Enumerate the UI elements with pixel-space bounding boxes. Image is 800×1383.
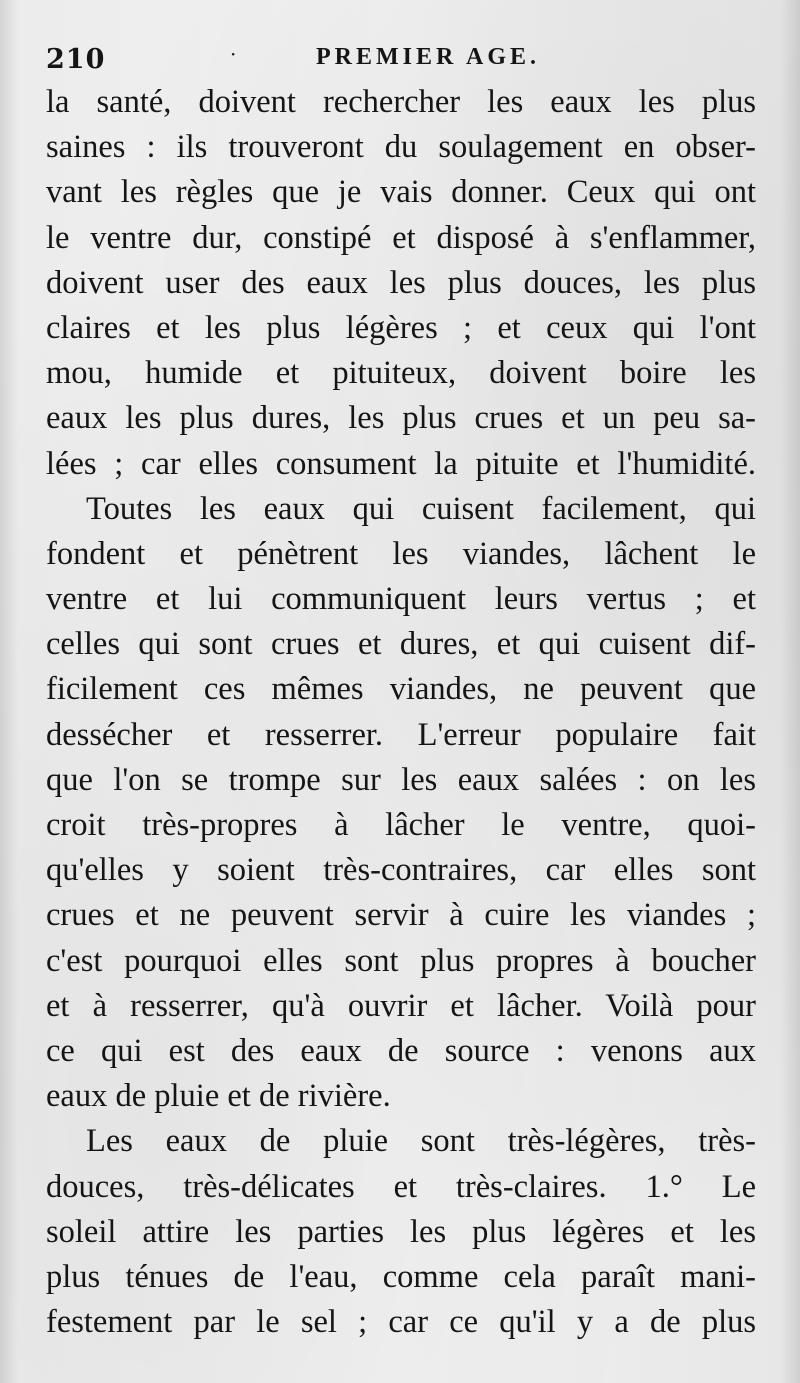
text-line: et à resserrer, qu'à ouvrir et lâcher. Voilà pour — [46, 987, 756, 1024]
text-line: dessécher et resserrer. L'erreur populaire fait — [46, 716, 756, 753]
paragraph-end-line: eaux de pluie et de rivière. — [46, 1078, 391, 1115]
header-dot: · — [230, 42, 237, 66]
paragraph-start-line: Toutes les eaux qui cuisent facilement, qui — [86, 490, 756, 527]
text-line: crues et ne peuvent servir à cuire les viandes ; — [46, 897, 756, 934]
running-head — [44, 38, 756, 78]
text-line: croit très-propres à lâcher le ventre, quoi- — [46, 807, 756, 843]
text-line: mou, humide et pituiteux, doivent boire les — [46, 355, 756, 392]
text-line: eaux les plus dures, les plus crues et un peu sa- — [46, 400, 756, 437]
text-line: soleil attire les parties les plus légères et les — [46, 1213, 756, 1250]
text-line: claires et les plus légères ; et ceux qui l'ont — [46, 309, 756, 346]
text-line: qu'elles y soient très-contraires, car elles sont — [46, 852, 756, 889]
text-line: ce qui est des eaux de source : venons aux — [46, 1032, 756, 1069]
page-number: 210 — [46, 44, 106, 75]
text-line: le ventre dur, constipé et disposé à s'enflammer, — [46, 219, 756, 256]
text-line: doivent user des eaux les plus douces, les plus — [46, 264, 756, 301]
text-line: ficilement ces mêmes viandes, ne peuvent que — [46, 671, 756, 708]
text-line: ventre et lui communiquent leurs vertus ; et — [46, 581, 756, 618]
text-line: festement par le sel ; car ce qu'il y a de plus — [46, 1304, 756, 1341]
text-line: vant les règles que je vais donner. Ceux qui ont — [46, 174, 756, 211]
text-line: la santé, doivent rechercher les eaux les plus — [46, 84, 756, 120]
paragraph-start-line: Les eaux de pluie sont très-légères, très- — [86, 1123, 756, 1160]
text-line: plus ténues de l'eau, comme cela paraît mani- — [46, 1258, 756, 1295]
running-title: PREMIER AGE. — [316, 44, 541, 70]
text-line: saines : ils trouveront du soulagement en obser- — [46, 129, 756, 166]
text-line: fondent et pénètrent les viandes, lâchent le — [46, 535, 756, 572]
text-line: celles qui sont crues et dures, et qui cuisent dif- — [46, 626, 756, 663]
text-line: lées ; car elles consument la pituite et l'humidité. — [46, 445, 756, 482]
body-text — [46, 80, 756, 1345]
text-line: douces, très-délicates et très-claires. 1.° Le — [46, 1168, 756, 1205]
text-line: c'est pourquoi elles sont plus propres à boucher — [46, 942, 756, 979]
text-line: que l'on se trompe sur les eaux salées : on les — [46, 761, 756, 798]
